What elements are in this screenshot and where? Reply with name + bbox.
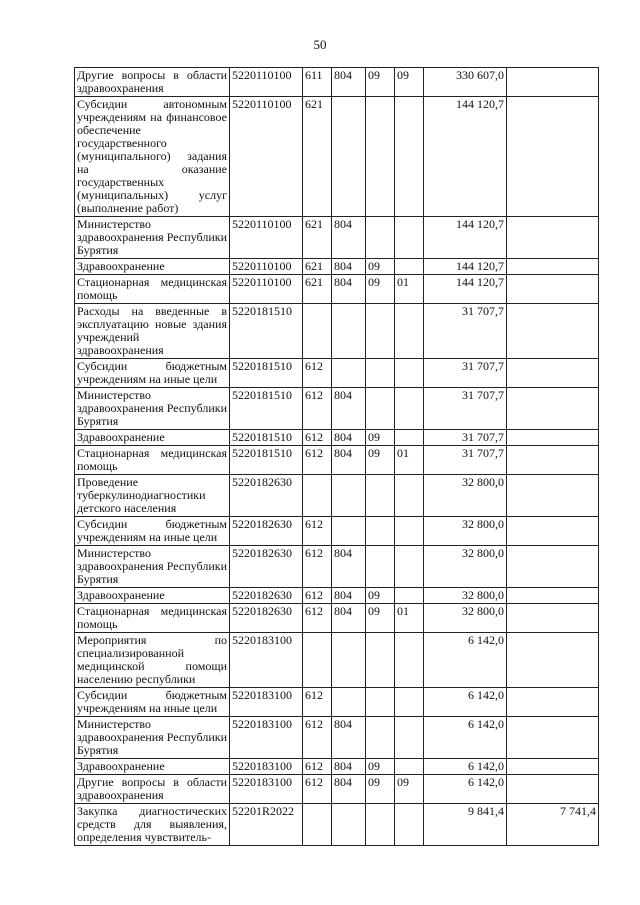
- expense-name-cell: Министерство здравоохранения Республики Бурятия: [75, 388, 230, 430]
- expense-type-code-cell: [303, 475, 332, 517]
- ministry-code-cell: 804: [332, 430, 366, 446]
- ministry-code-cell: [332, 633, 366, 688]
- table-row: [75, 97, 599, 217]
- ministry-code-cell: 804: [332, 759, 366, 775]
- subsection-code-cell: [395, 217, 424, 259]
- table-row: [75, 604, 599, 633]
- subsection-code-cell: [395, 259, 424, 275]
- section-code-cell: 09: [366, 775, 395, 804]
- amount-cell: 32 800,0: [424, 475, 507, 517]
- table-row: [75, 775, 599, 804]
- expense-type-code-cell: [303, 633, 332, 688]
- target-article-code-cell: 5220181510: [230, 430, 303, 446]
- amount-cell: 31 707,7: [424, 359, 507, 388]
- amount-cell: 32 800,0: [424, 604, 507, 633]
- expense-type-code-cell: 612: [303, 359, 332, 388]
- subsection-code-cell: 01: [395, 275, 424, 304]
- federal-amount-cell: [507, 275, 599, 304]
- expense-type-code-cell: 612: [303, 759, 332, 775]
- target-article-code-cell: 5220110100: [230, 275, 303, 304]
- subsection-code-cell: [395, 804, 424, 846]
- subsection-code-cell: [395, 633, 424, 688]
- federal-amount-cell: [507, 446, 599, 475]
- subsection-code-cell: [395, 588, 424, 604]
- section-code-cell: [366, 804, 395, 846]
- amount-cell: 32 800,0: [424, 517, 507, 546]
- amount-cell: 31 707,7: [424, 304, 507, 359]
- amount-cell: 6 142,0: [424, 759, 507, 775]
- target-article-code-cell: 5220182630: [230, 475, 303, 517]
- federal-amount-cell: [507, 259, 599, 275]
- target-article-code-cell: 5220183100: [230, 759, 303, 775]
- expense-type-code-cell: 621: [303, 97, 332, 217]
- amount-cell: 9 841,4: [424, 804, 507, 846]
- expense-type-code-cell: 612: [303, 546, 332, 588]
- target-article-code-cell: 5220183100: [230, 688, 303, 717]
- expense-type-code-cell: 612: [303, 775, 332, 804]
- section-code-cell: [366, 633, 395, 688]
- ministry-code-cell: 804: [332, 68, 366, 97]
- amount-cell: 6 142,0: [424, 717, 507, 759]
- table-row: [75, 68, 599, 97]
- target-article-code-cell: 5220183100: [230, 717, 303, 759]
- ministry-code-cell: 804: [332, 259, 366, 275]
- ministry-code-cell: [332, 804, 366, 846]
- expense-type-code-cell: 612: [303, 688, 332, 717]
- target-article-code-cell: 5220183100: [230, 633, 303, 688]
- federal-amount-cell: [507, 688, 599, 717]
- amount-cell: 32 800,0: [424, 546, 507, 588]
- ministry-code-cell: 804: [332, 275, 366, 304]
- expense-name-cell: Другие вопросы в области здравоохранения: [75, 68, 230, 97]
- section-code-cell: [366, 359, 395, 388]
- ministry-code-cell: 804: [332, 717, 366, 759]
- expense-name-cell: Расходы на введенные в эксплуатацию новые здания учреждений здравоохранения: [75, 304, 230, 359]
- target-article-code-cell: 5220110100: [230, 217, 303, 259]
- target-article-code-cell: 5220182630: [230, 546, 303, 588]
- subsection-code-cell: [395, 688, 424, 717]
- expense-type-code-cell: 621: [303, 275, 332, 304]
- expense-type-code-cell: 611: [303, 68, 332, 97]
- table-row: [75, 446, 599, 475]
- federal-amount-cell: [507, 97, 599, 217]
- subsection-code-cell: 09: [395, 775, 424, 804]
- expense-type-code-cell: 612: [303, 446, 332, 475]
- section-code-cell: [366, 546, 395, 588]
- table-row: [75, 759, 599, 775]
- subsection-code-cell: [395, 517, 424, 546]
- section-code-cell: 09: [366, 275, 395, 304]
- federal-amount-cell: [507, 217, 599, 259]
- amount-cell: 144 120,7: [424, 259, 507, 275]
- expense-type-code-cell: [303, 304, 332, 359]
- target-article-code-cell: 5220181510: [230, 359, 303, 388]
- expense-name-cell: Стационарная медицинская помощь: [75, 446, 230, 475]
- ministry-code-cell: 804: [332, 775, 366, 804]
- expense-name-cell: Закупка диагностических средств для выявления, определения чувствитель-: [75, 804, 230, 846]
- expense-name-cell: Стационарная медицинская помощь: [75, 604, 230, 633]
- table-row: [75, 359, 599, 388]
- target-article-code-cell: 5220181510: [230, 304, 303, 359]
- expense-type-code-cell: 612: [303, 388, 332, 430]
- expense-name-cell: Здравоохранение: [75, 430, 230, 446]
- target-article-code-cell: 5220182630: [230, 588, 303, 604]
- expense-name-cell: Проведение туберкулинодиагностики детского населения: [75, 475, 230, 517]
- amount-cell: 6 142,0: [424, 775, 507, 804]
- section-code-cell: [366, 97, 395, 217]
- expense-name-cell: Здравоохранение: [75, 259, 230, 275]
- ministry-code-cell: [332, 475, 366, 517]
- subsection-code-cell: [395, 546, 424, 588]
- table-row: [75, 804, 599, 846]
- subsection-code-cell: [395, 388, 424, 430]
- target-article-code-cell: 5220181510: [230, 388, 303, 430]
- table-row: [75, 717, 599, 759]
- ministry-code-cell: [332, 97, 366, 217]
- table-row: [75, 475, 599, 517]
- section-code-cell: 09: [366, 68, 395, 97]
- amount-cell: 31 707,7: [424, 430, 507, 446]
- expense-name-cell: Министерство здравоохранения Республики Бурятия: [75, 217, 230, 259]
- amount-cell: 31 707,7: [424, 446, 507, 475]
- subsection-code-cell: [395, 759, 424, 775]
- federal-amount-cell: [507, 588, 599, 604]
- federal-amount-cell: [507, 388, 599, 430]
- expense-name-cell: Мероприятия по специализированной медицинской помощи населению республики: [75, 633, 230, 688]
- target-article-code-cell: 5220110100: [230, 68, 303, 97]
- ministry-code-cell: [332, 359, 366, 388]
- section-code-cell: 09: [366, 759, 395, 775]
- federal-amount-cell: [507, 68, 599, 97]
- table-row: [75, 275, 599, 304]
- amount-cell: 330 607,0: [424, 68, 507, 97]
- federal-amount-cell: [507, 546, 599, 588]
- budget-table: [74, 67, 599, 846]
- federal-amount-cell: [507, 775, 599, 804]
- federal-amount-cell: [507, 717, 599, 759]
- federal-amount-cell: [507, 759, 599, 775]
- target-article-code-cell: 52201R2022: [230, 804, 303, 846]
- subsection-code-cell: [395, 430, 424, 446]
- expense-type-code-cell: 612: [303, 430, 332, 446]
- amount-cell: 31 707,7: [424, 388, 507, 430]
- expense-name-cell: Субсидии автономным учреждениям на финансовое обеспечение государственного (муниципального) задания на оказание государственных (муниципальных) услуг (выполнение работ): [75, 97, 230, 217]
- table-row: [75, 304, 599, 359]
- subsection-code-cell: 01: [395, 604, 424, 633]
- subsection-code-cell: 09: [395, 68, 424, 97]
- ministry-code-cell: 804: [332, 446, 366, 475]
- federal-amount-cell: [507, 475, 599, 517]
- expense-name-cell: Министерство здравоохранения Республики Бурятия: [75, 546, 230, 588]
- target-article-code-cell: 5220182630: [230, 517, 303, 546]
- federal-amount-cell: [507, 633, 599, 688]
- amount-cell: 6 142,0: [424, 633, 507, 688]
- subsection-code-cell: [395, 717, 424, 759]
- section-code-cell: [366, 475, 395, 517]
- section-code-cell: [366, 688, 395, 717]
- federal-amount-cell: [507, 304, 599, 359]
- section-code-cell: 09: [366, 259, 395, 275]
- expense-type-code-cell: [303, 804, 332, 846]
- subsection-code-cell: [395, 97, 424, 217]
- table-row: [75, 633, 599, 688]
- expense-name-cell: Здравоохранение: [75, 759, 230, 775]
- table-body: [75, 68, 599, 846]
- federal-amount-cell: [507, 517, 599, 546]
- section-code-cell: [366, 517, 395, 546]
- target-article-code-cell: 5220110100: [230, 259, 303, 275]
- section-code-cell: 09: [366, 430, 395, 446]
- table-row: [75, 546, 599, 588]
- amount-cell: 6 142,0: [424, 688, 507, 717]
- amount-cell: 144 120,7: [424, 217, 507, 259]
- federal-amount-cell: [507, 359, 599, 388]
- expense-name-cell: Другие вопросы в области здравоохранения: [75, 775, 230, 804]
- ministry-code-cell: [332, 304, 366, 359]
- section-code-cell: [366, 388, 395, 430]
- expense-type-code-cell: 621: [303, 217, 332, 259]
- table-row: [75, 217, 599, 259]
- expense-name-cell: Стационарная медицинская помощь: [75, 275, 230, 304]
- target-article-code-cell: 5220181510: [230, 446, 303, 475]
- expense-name-cell: Субсидии бюджетным учреждениям на иные цели: [75, 359, 230, 388]
- section-code-cell: [366, 717, 395, 759]
- expense-name-cell: Министерство здравоохранения Республики Бурятия: [75, 717, 230, 759]
- federal-amount-cell: 7 741,4: [507, 804, 599, 846]
- expense-type-code-cell: 612: [303, 717, 332, 759]
- amount-cell: 32 800,0: [424, 588, 507, 604]
- amount-cell: 144 120,7: [424, 97, 507, 217]
- ministry-code-cell: 804: [332, 588, 366, 604]
- ministry-code-cell: [332, 517, 366, 546]
- ministry-code-cell: 804: [332, 546, 366, 588]
- section-code-cell: 09: [366, 604, 395, 633]
- federal-amount-cell: [507, 430, 599, 446]
- expense-type-code-cell: 621: [303, 259, 332, 275]
- ministry-code-cell: 804: [332, 388, 366, 430]
- ministry-code-cell: 804: [332, 604, 366, 633]
- subsection-code-cell: [395, 359, 424, 388]
- page-number: 50: [313, 37, 327, 52]
- section-code-cell: [366, 304, 395, 359]
- subsection-code-cell: [395, 304, 424, 359]
- ministry-code-cell: 804: [332, 217, 366, 259]
- section-code-cell: 09: [366, 446, 395, 475]
- table-row: [75, 688, 599, 717]
- expense-type-code-cell: 612: [303, 604, 332, 633]
- subsection-code-cell: 01: [395, 446, 424, 475]
- subsection-code-cell: [395, 475, 424, 517]
- expense-name-cell: Субсидии бюджетным учреждениям на иные цели: [75, 517, 230, 546]
- target-article-code-cell: 5220182630: [230, 604, 303, 633]
- amount-cell: 144 120,7: [424, 275, 507, 304]
- section-code-cell: 09: [366, 588, 395, 604]
- table-row: [75, 588, 599, 604]
- table-row: [75, 430, 599, 446]
- expense-type-code-cell: 612: [303, 588, 332, 604]
- table-row: [75, 388, 599, 430]
- federal-amount-cell: [507, 604, 599, 633]
- expense-name-cell: Субсидии бюджетным учреждениям на иные цели: [75, 688, 230, 717]
- table-row: [75, 517, 599, 546]
- ministry-code-cell: [332, 688, 366, 717]
- expense-name-cell: Здравоохранение: [75, 588, 230, 604]
- table-row: [75, 259, 599, 275]
- target-article-code-cell: 5220183100: [230, 775, 303, 804]
- target-article-code-cell: 5220110100: [230, 97, 303, 217]
- section-code-cell: [366, 217, 395, 259]
- expense-type-code-cell: 612: [303, 517, 332, 546]
